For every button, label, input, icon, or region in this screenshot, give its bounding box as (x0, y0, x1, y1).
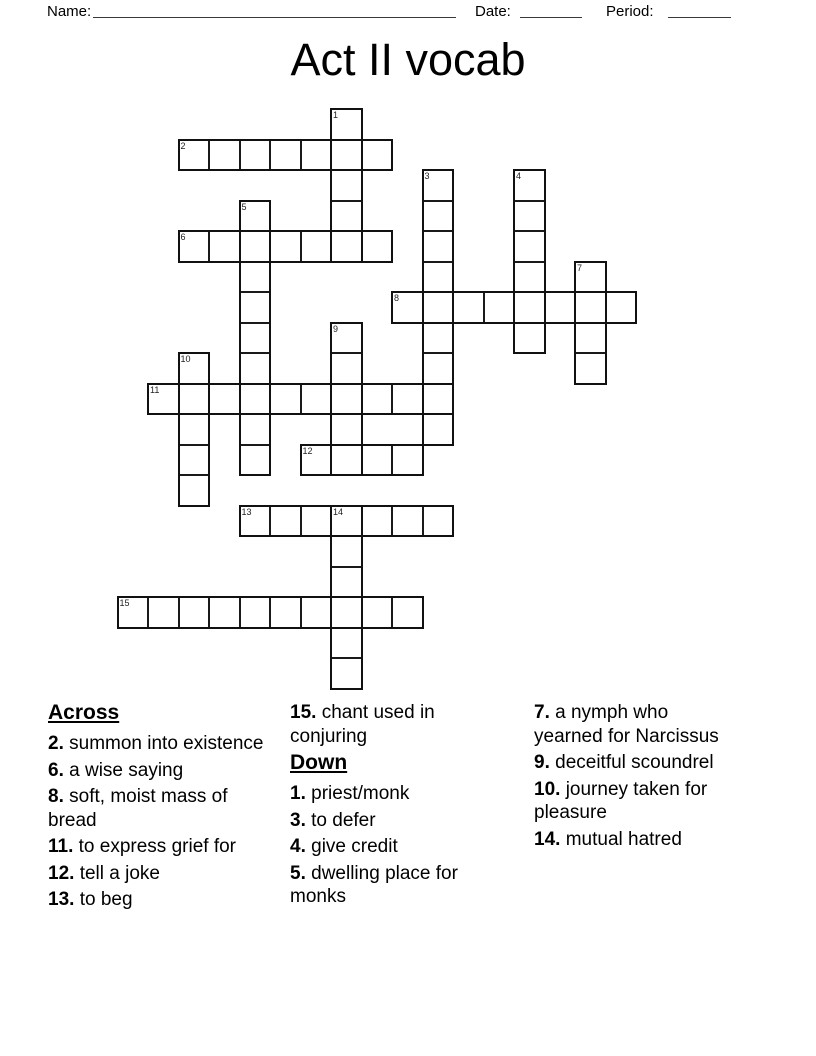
date-label: Date: (475, 3, 511, 20)
grid-cell (362, 597, 393, 628)
grid-cell (606, 292, 637, 323)
grid-cell (270, 231, 301, 262)
cell-number-1: 1 (333, 110, 339, 120)
grid-cell (270, 597, 301, 628)
clue-across-2: 2. summon into existence (48, 733, 264, 754)
clue-number: 6. (48, 759, 64, 781)
cell-number-5: 5 (241, 201, 247, 212)
grid-cell (179, 445, 210, 476)
grid-cell (331, 536, 362, 567)
clue-down-4: 4. give credit (290, 836, 398, 857)
grid-cell (514, 231, 545, 262)
grid-cell (575, 292, 606, 323)
clue-number: 8. (48, 786, 64, 807)
grid-cell (331, 384, 362, 415)
grid-cell (514, 292, 545, 323)
grid-cell (240, 414, 271, 445)
clue-down-10: 10. journey taken for pleasure (534, 778, 708, 823)
grid-cell (179, 597, 210, 628)
cell-number-15: 15 (119, 598, 130, 608)
grid-cell (423, 353, 454, 384)
grid-cell (270, 506, 301, 537)
clue-number: 14. (534, 828, 561, 850)
clue-column-2 (290, 701, 486, 912)
cell-number-14: 14 (333, 506, 344, 517)
grid-cell (179, 475, 210, 506)
grid-cell (331, 628, 362, 659)
cell-number-6: 6 (180, 232, 186, 242)
grid-cell (301, 140, 332, 171)
grid-cell (423, 262, 454, 293)
clue-across-6: 6. a wise saying (48, 759, 184, 781)
clue-down-9: 9. deceitful scoundrel (534, 752, 714, 773)
grid-cell (362, 231, 393, 262)
clue-down-7: 7. a nymph who yearned for Narcissus (534, 702, 719, 747)
period-label: Period: (606, 3, 654, 20)
grid-cell (575, 323, 606, 354)
cell-number-13: 13 (241, 506, 252, 517)
across-heading: Across (48, 701, 120, 724)
grid-cell (362, 445, 393, 476)
grid-cell (301, 231, 332, 262)
clue-column-1 (48, 701, 266, 915)
grid-cell (179, 414, 210, 445)
grid-cell (240, 231, 271, 262)
grid-cell (331, 170, 362, 201)
clue-across-12: 12. tell a joke (48, 862, 160, 884)
clue-number: 15. (290, 702, 317, 723)
grid-cell (362, 384, 393, 415)
clue-across-13: 13. to beg (48, 889, 133, 910)
cell-number-3: 3 (424, 171, 430, 181)
grid-cell (240, 597, 271, 628)
grid-cell (514, 323, 545, 354)
grid-cell (331, 445, 362, 476)
grid-cell (240, 353, 271, 384)
grid-cell (392, 597, 423, 628)
grid-cell (240, 445, 271, 476)
grid-cell (270, 140, 301, 171)
grid-cell (301, 384, 332, 415)
clue-across-8: 8. soft, moist mass of bread (48, 786, 228, 831)
grid-cell (209, 140, 240, 171)
name-blank-line (93, 0, 456, 18)
clue-number: 3. (290, 809, 306, 831)
grid-cell (362, 140, 393, 171)
grid-cell (514, 201, 545, 232)
grid-cell (301, 506, 332, 537)
grid-cell (453, 292, 484, 323)
clue-number: 4. (290, 836, 306, 857)
clue-across-15: 15. chant used in conjuring (290, 702, 435, 747)
down-heading: Down (290, 751, 348, 774)
grid-cell (209, 384, 240, 415)
name-label: Name: (47, 3, 92, 20)
grid-cell (179, 384, 210, 415)
clue-down-5: 5. dwelling place for monks (290, 862, 458, 907)
grid-cell (240, 384, 271, 415)
clue-number: 10. (534, 778, 561, 800)
grid-cell (209, 231, 240, 262)
clue-number: 2. (48, 733, 64, 754)
grid-cell (209, 597, 240, 628)
grid-cell (423, 201, 454, 232)
clue-down-3: 3. to defer (290, 809, 376, 831)
clue-number: 13. (48, 889, 75, 910)
grid-cell (392, 506, 423, 537)
clue-number: 9. (534, 752, 550, 773)
clue-number: 7. (534, 702, 550, 723)
clue-down-1: 1. priest/monk (290, 783, 410, 804)
grid-cell (270, 384, 301, 415)
cell-number-11: 11 (150, 384, 160, 395)
cell-number-7: 7 (577, 262, 583, 273)
grid-cell (575, 353, 606, 384)
grid-cell (423, 384, 454, 415)
cell-number-9: 9 (333, 323, 339, 334)
grid-cell (514, 262, 545, 293)
grid-cell (362, 506, 393, 537)
cell-number-12: 12 (302, 445, 313, 456)
grid-cell (331, 567, 362, 598)
cell-number-2: 2 (180, 140, 186, 151)
clue-number: 11. (48, 836, 74, 857)
grid-cell (423, 506, 454, 537)
page-title: Act II vocab (290, 34, 526, 85)
cell-number-10: 10 (180, 354, 191, 364)
grid-cell (392, 384, 423, 415)
grid-cell (240, 262, 271, 293)
grid-cell (240, 140, 271, 171)
grid-cell (484, 292, 515, 323)
grid-cell (331, 353, 362, 384)
clue-number: 1. (290, 783, 306, 804)
grid-cell (331, 597, 362, 628)
date-blank-line (520, 0, 582, 18)
period-blank-line (668, 0, 731, 18)
grid-cell (423, 231, 454, 262)
clue-column-3 (534, 701, 739, 854)
grid-cell (240, 323, 271, 354)
cell-number-4: 4 (516, 171, 522, 181)
grid-cell (392, 445, 423, 476)
grid-cell (423, 414, 454, 445)
grid-cell (301, 597, 332, 628)
clue-across-11: 11. to express grief for (48, 836, 236, 857)
grid-cell (423, 292, 454, 323)
grid-cell (545, 292, 576, 323)
grid-cell (331, 414, 362, 445)
grid-cell (148, 597, 179, 628)
grid-cell (331, 140, 362, 171)
clue-number: 5. (290, 862, 306, 884)
clue-down-14: 14. mutual hatred (534, 828, 682, 850)
cell-number-8: 8 (394, 293, 400, 303)
clue-number: 12. (48, 862, 75, 884)
grid-cell (331, 201, 362, 232)
grid-cell (331, 658, 362, 689)
grid-cell (423, 323, 454, 354)
grid-cell (331, 231, 362, 262)
grid-cell (240, 292, 271, 323)
